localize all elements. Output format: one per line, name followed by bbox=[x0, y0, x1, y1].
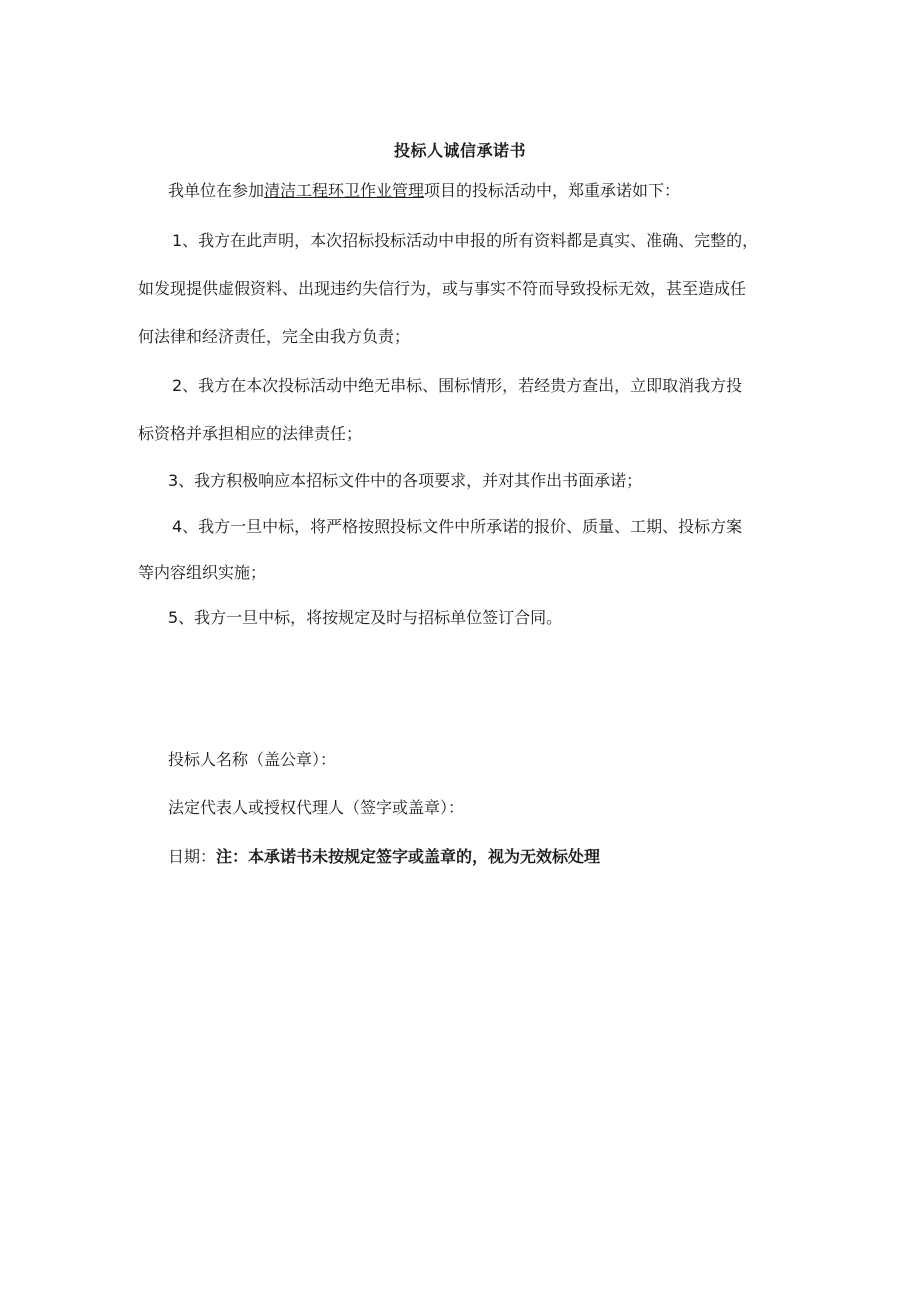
intro-prefix: 我单位在参加 bbox=[168, 181, 265, 200]
item-4-line-2: 等内容组织实施； bbox=[138, 563, 267, 582]
date-and-note bbox=[168, 846, 828, 868]
intro-project-name: 清洁工程环卫作业管理 bbox=[264, 181, 425, 200]
item-3-line-1: 3、我方积极响应本招标文件中的各项要求，并对其作出书面承诺； bbox=[168, 471, 643, 490]
intro-paragraph bbox=[168, 180, 828, 202]
document-title: 投标人诚信承诺书 bbox=[393, 141, 526, 160]
item-1-line-1: 1、我方在此声明，本次招标投标活动中申报的所有资料都是真实、准确、完整的， bbox=[172, 231, 759, 250]
bidder-name-field: 投标人名称（盖公章）： bbox=[168, 750, 337, 769]
intro-suffix: 项目的投标活动中，郑重承诺如下： bbox=[424, 181, 681, 200]
validity-note: 注：本承诺书未按规定签字或盖章的，视为无效标处理 bbox=[216, 847, 601, 866]
item-2-line-2: 标资格并承担相应的法律责任； bbox=[138, 424, 363, 443]
item-2-line-1: 2、我方在本次投标活动中绝无串标、围标情形，若经贵方查出，立即取消我方投 bbox=[172, 376, 743, 395]
item-1-line-2: 如发现提供虚假资料、出现违约失信行为，或与事实不符而导致投标无效，甚至造成任 bbox=[138, 279, 747, 298]
representative-field: 法定代表人或授权代理人（签字或盖章）： bbox=[168, 798, 465, 817]
item-5-line-1: 5、我方一旦中标，将按规定及时与招标单位签订合同。 bbox=[168, 608, 563, 627]
item-4-line-1: 4、我方一旦中标，将严格按照投标文件中所承诺的报价、质量、工期、投标方案 bbox=[172, 517, 743, 536]
item-1-line-3: 何法律和经济责任，完全由我方负责； bbox=[138, 327, 411, 346]
date-label: 日期： bbox=[168, 847, 217, 866]
